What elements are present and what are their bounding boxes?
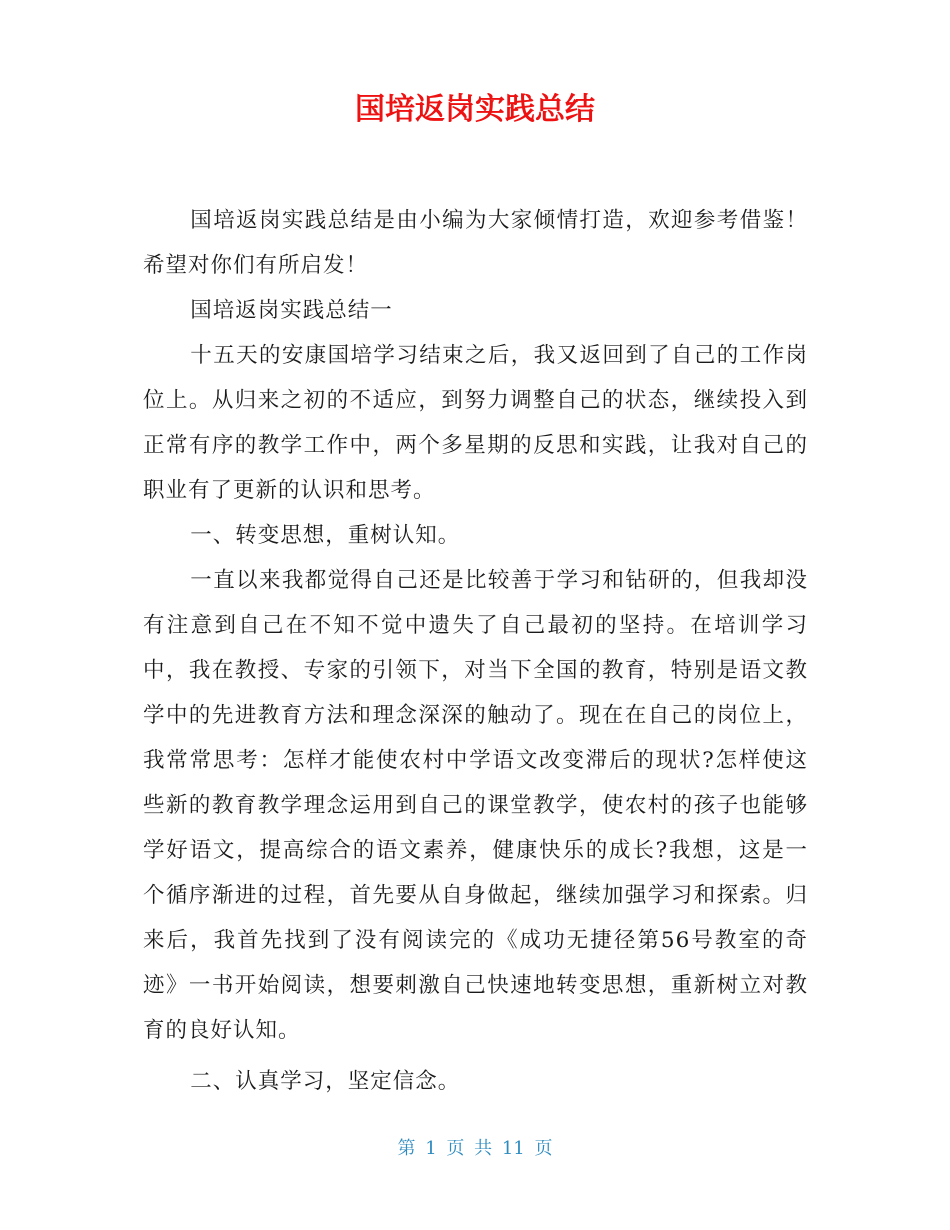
body-paragraph: 一直以来我都觉得自己还是比较善于学习和钻研的，但我却没有注意到自己在不知不觉中遗失了自己最初的坚持。在培训学习中，我在教授、专家的引领下，对当下全国的教育，特别是语文教学中的先进教育方法和理念深深的触动了。现在在自己的岗位上，我常常思考：怎样才能使农村中学语文改变滞后的现状?怎样使这些新的教育教学理念运用到自己的课堂教学，使农村的孩子也能够学好语文，提高综合的语文素养，健康快乐的成长?我想，这是一个循序渐进的过程，首先要从自身做起，继续加强学习和探索。归来后，我首先找到了没有阅读完的《成功无捷径第56号教室的奇迹》一书开始阅读，想要刺激自己快速地转变思想，重新树立对教育的良好认知。 [143, 568, 808, 1043]
document-title: 国培返岗实践总结 [355, 92, 595, 127]
section-heading: 国培返岗实践总结一 [190, 298, 393, 323]
body-paragraph: 十五天的安康国培学习结束之后，我又返回到了自己的工作岗位上。从归来之初的不适应，到努力调整自己的状态，继续投入到正常有序的教学工作中，两个多星期的反思和实践，让我对自己的职业有了更新的认识和思考。 [143, 343, 808, 503]
subsection-heading: 一、转变思想，重树认知。 [190, 523, 461, 548]
subsection-heading: 二、认真学习，坚定信念。 [190, 1069, 461, 1094]
page-number-indicator: 第 1 页 共 11 页 [397, 1138, 553, 1159]
document-body [143, 198, 808, 1104]
intro-paragraph: 国培返岗实践总结是由小编为大家倾情打造，欢迎参考借鉴！希望对你们有所启发！ [143, 208, 808, 278]
